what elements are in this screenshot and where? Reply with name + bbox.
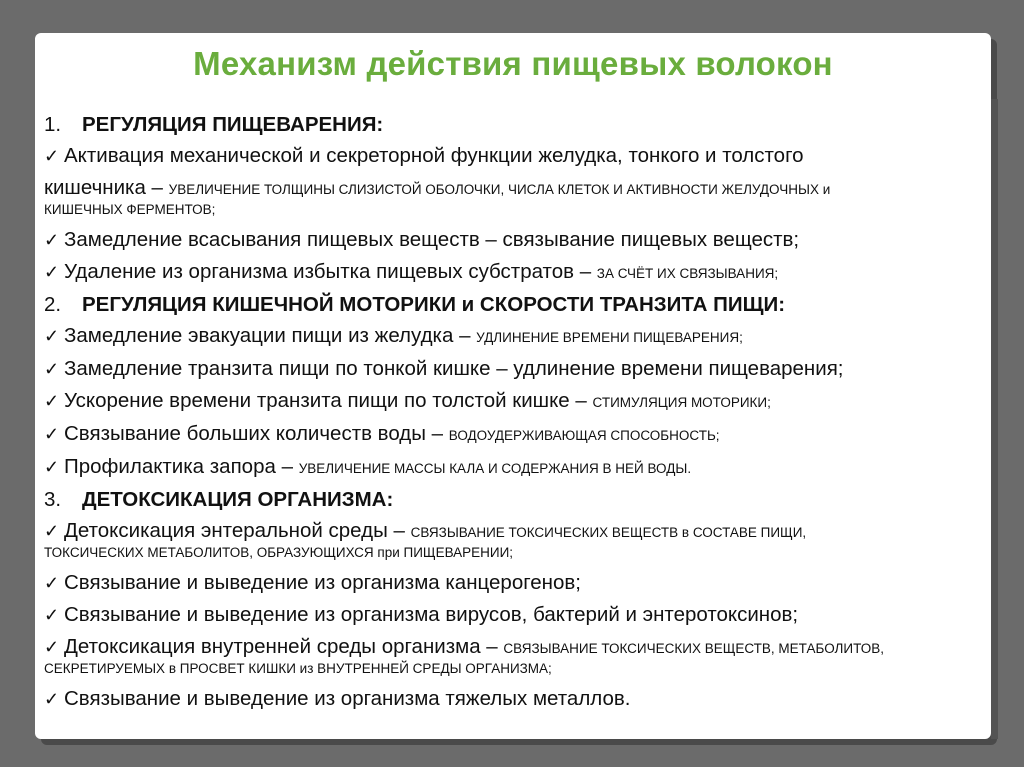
item-note: ЗА СЧЁТ ИХ СВЯЗЫВАНИЯ; [596, 266, 779, 281]
section-heading [44, 289, 984, 320]
checkmark-icon: ✓ [44, 457, 60, 477]
item-note: УДЛИНЕНИЕ ВРЕМЕНИ ПИЩЕВАРЕНИЯ; [476, 330, 743, 345]
item-text: Связывание больших количеств воды [64, 422, 426, 445]
item-separator: – [387, 519, 411, 542]
item-text: Детоксикация внутренней среды организма [64, 635, 481, 658]
slide-title: Механизм действия пищевых волокон [193, 45, 833, 82]
section-number: 1. [44, 113, 62, 136]
item-separator: – [574, 260, 597, 283]
list-item [44, 451, 984, 484]
item-text: Ускорение времени транзита пищи по толстой кишке [64, 389, 570, 412]
item-text: Профилактика запора [64, 455, 276, 478]
item-separator: – [275, 455, 299, 478]
section-title: РЕГУЛЯЦИЯ ПИЩЕВАРЕНИЯ: [82, 113, 384, 136]
item-text: Связывание и выведение из организма тяжелых металлов. [64, 687, 631, 710]
list-item [44, 320, 984, 353]
section-title: ДЕТОКСИКАЦИЯ ОРГАНИЗМА: [82, 488, 394, 511]
section-number: 2. [44, 293, 62, 316]
item-note: СВЯЗЫВАНИЕ ТОКСИЧЕСКИХ ВЕЩЕСТВ, МЕТАБОЛИТОВ, [503, 641, 885, 656]
item-note-continuation: СЕКРЕТИРУЕМЫХ в ПРОСВЕТ КИШКИ из ВНУТРЕННЕЙ СРЕДЫ ОРГАНИЗМА; [44, 661, 552, 676]
section-heading [44, 484, 984, 515]
item-note-continuation: КИШЕЧНЫХ ФЕРМЕНТОВ; [44, 202, 216, 217]
checkmark-icon: ✓ [44, 605, 60, 625]
checkmark-icon: ✓ [44, 637, 60, 657]
checkmark-icon: ✓ [44, 521, 60, 541]
section-heading [44, 109, 984, 140]
item-text: Удаление из организма избытка пищевых субстратов [64, 260, 574, 283]
item-note: ВОДОУДЕРЖИВАЮЩАЯ СПОСОБНОСТЬ; [448, 428, 720, 443]
list-item [44, 599, 984, 631]
item-separator: – [453, 324, 477, 347]
item-separator: – [425, 422, 449, 445]
item-note: СТИМУЛЯЦИЯ МОТОРИКИ; [592, 395, 771, 410]
list-item [44, 256, 984, 289]
item-note: СВЯЗЫВАНИЕ ТОКСИЧЕСКИХ ВЕЩЕСТВ в СОСТАВЕ ПИЩИ, [410, 525, 807, 540]
item-text: Детоксикация энтеральной среды [64, 519, 388, 542]
list-item [44, 683, 984, 715]
item-separator: – [480, 635, 504, 658]
list-item [44, 418, 984, 451]
checkmark-icon: ✓ [44, 262, 60, 282]
item-text: Замедление эвакуации пищи из желудка [64, 324, 454, 347]
checkmark-icon: ✓ [44, 146, 60, 166]
item-text: Замедление всасывания пищевых веществ – связывание пищевых веществ; [64, 228, 800, 251]
list-item [44, 353, 984, 385]
checkmark-icon: ✓ [44, 230, 60, 250]
item-text: кишечника [44, 176, 146, 199]
checkmark-icon: ✓ [44, 391, 60, 411]
checkmark-icon: ✓ [44, 326, 60, 346]
list-item [44, 224, 984, 256]
checkmark-icon: ✓ [44, 424, 60, 444]
list-item [44, 567, 984, 599]
slide [35, 33, 991, 739]
item-text: Связывание и выведение из организма вирусов, бактерий и энтеротоксинов; [64, 603, 799, 626]
slide-body [44, 109, 984, 715]
checkmark-icon: ✓ [44, 689, 60, 709]
item-note-continuation: ТОКСИЧЕСКИХ МЕТАБОЛИТОВ, ОБРАЗУЮЩИХСЯ при ПИЩЕВАРЕНИИ; [44, 545, 514, 560]
checkmark-icon: ✓ [44, 573, 60, 593]
section-number: 3. [44, 488, 62, 511]
item-separator: – [145, 176, 169, 199]
item-text: Активация механической и секреторной функции желудка, тонкого и толстого [64, 144, 804, 167]
item-text: Замедление транзита пищи по тонкой кишке – удлинение времени пищеварения; [64, 357, 844, 380]
checkmark-icon: ✓ [44, 359, 60, 379]
list-item [44, 385, 984, 418]
item-separator: – [569, 389, 593, 412]
section-title: РЕГУЛЯЦИЯ КИШЕЧНОЙ МОТОРИКИ и СКОРОСТИ ТРАНЗИТА ПИЩИ: [82, 293, 786, 316]
item-note: УВЕЛИЧЕНИЕ ТОЛЩИНЫ СЛИЗИСТОЙ ОБОЛОЧКИ, ЧИСЛА КЛЕТОК И АКТИВНОСТИ ЖЕЛУДОЧНЫХ и [168, 182, 831, 197]
item-note: УВЕЛИЧЕНИЕ МАССЫ КАЛА И СОДЕРЖАНИЯ В НЕЙ ВОДЫ. [298, 461, 692, 476]
item-text: Связывание и выведение из организма канцерогенов; [64, 571, 581, 594]
list-item [44, 140, 984, 172]
